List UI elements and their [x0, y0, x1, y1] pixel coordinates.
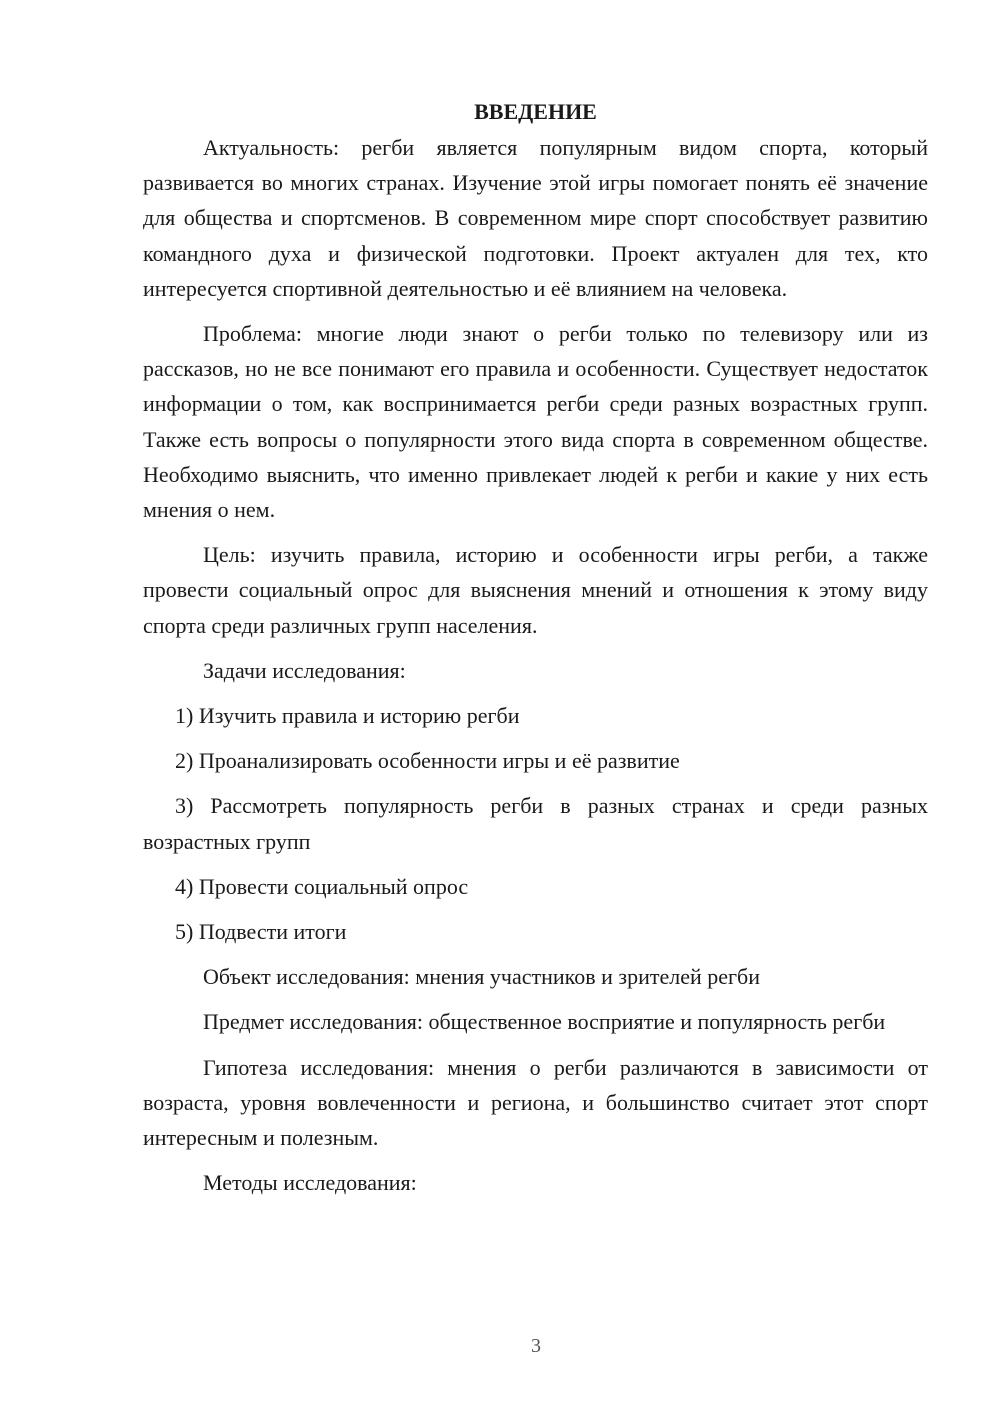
list-item: 1) Изучить правила и историю регби: [175, 703, 520, 729]
list-item: 3) Рассмотреть популярность регби в разных странах и среди разных возрастных групп: [143, 793, 928, 854]
tasks-heading: Задачи исследования:: [203, 657, 406, 683]
methods-heading: Методы исследования:: [203, 1170, 417, 1196]
paragraph-object: Объект исследования: мнения участников и зрителей регби: [203, 964, 761, 990]
list-item: 4) Провести социальный опрос: [175, 873, 469, 899]
paragraph-goal: Цель: изучить правила, историю и особенности игры регби, а также провести социальный опрос для выяснения мнений и отношения к этому виду спорта среди различных групп населения.: [143, 542, 928, 638]
tasks-list: [143, 698, 928, 949]
paragraph-hypothesis: Гипотеза исследования: мнения о регби различаются в зависимости от возраста, уровня вовлеченности и региона, и большинство считает этот спорт интересным и полезным.: [143, 1054, 928, 1151]
document-page: [143, 94, 928, 1210]
paragraph-problem: Проблема: многие люди знают о регби только по телевизору или из рассказов, но не все понимают его правила и особенности. Существует недостаток информации о том, как воспринимается регби среди разных возрастных групп. Также есть вопросы о популярности этого вида спорта в современном обществе. Необходимо выяснить, что именно привлекает людей к регби и какие у них есть мнения о нем.: [143, 321, 928, 523]
section-title: ВВЕДЕНИЕ: [474, 99, 597, 124]
list-item: 2) Проанализировать особенности игры и её развитие: [175, 748, 680, 774]
page-number: 3: [531, 1335, 541, 1357]
paragraph-relevance: Актуальность: регби является популярным видом спорта, который развивается во многих странах. Изучение этой игры помогает понять её значение для общества и спортсменов. В современном мире спорт способствует развитию командного духа и физической подготовки. Проект актуален для тех, кто интересуется спортивной деятельностью и её влиянием на человека.: [143, 135, 928, 301]
list-item: 5) Подвести итоги: [175, 919, 347, 945]
paragraph-subject: Предмет исследования: общественное восприятие и популярность регби: [203, 1009, 886, 1035]
